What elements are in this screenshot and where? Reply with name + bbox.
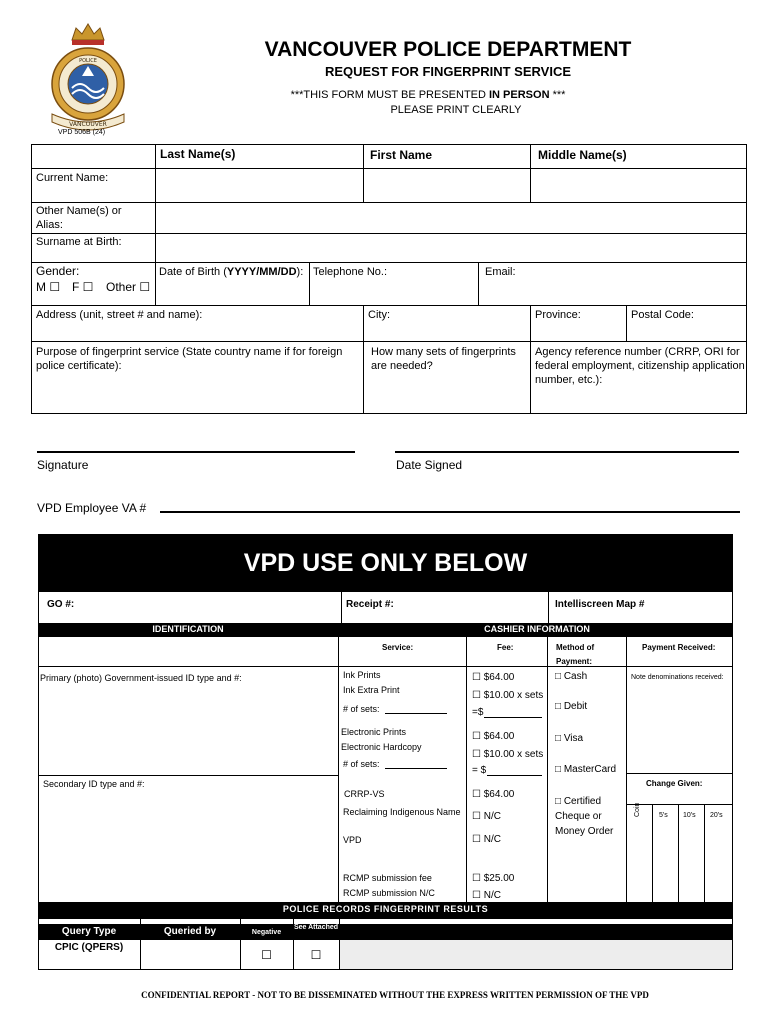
gender-other-checkbox[interactable]: Other ☐: [106, 280, 151, 294]
service-sets-field-2[interactable]: [385, 768, 447, 769]
receipt-number-field[interactable]: [400, 594, 545, 621]
purpose-label: Purpose of fingerprint service (State country name if for foreign police certificate):: [36, 346, 343, 372]
signature-line[interactable]: [37, 451, 355, 453]
service-header: Service:: [382, 643, 414, 652]
negative-checkbox[interactable]: ☐: [261, 948, 272, 962]
employee-va-line[interactable]: [160, 511, 740, 513]
service-crrp: CRRP-VS: [344, 789, 385, 799]
service-sets-label-2: # of sets:: [343, 759, 380, 769]
signature-label: Signature: [37, 458, 89, 472]
see-attached-checkbox[interactable]: ☐: [310, 948, 322, 962]
note-denominations: Note denominations received:: [631, 674, 724, 681]
change-given-label: Change Given:: [646, 779, 703, 788]
other-names-label: Other Name(s) or Alias:: [36, 205, 122, 231]
province-label: Province:: [535, 309, 581, 321]
results-heading: POLICE RECORDS FINGERPRINT RESULTS: [282, 904, 489, 914]
query-type-header: Query Type: [61, 926, 117, 937]
service-ink-extra: Ink Extra Print: [343, 685, 400, 695]
print-clearly-note: PLEASE PRINT CLEARLY: [390, 104, 522, 116]
denominations-field[interactable]: [628, 700, 732, 772]
surname-birth-field[interactable]: [157, 235, 746, 261]
fee-ink-total-field[interactable]: [484, 717, 542, 718]
confidential-footer: CONFIDENTIAL REPORT - NOT TO BE DISSEMINATED WITHOUT THE EXPRESS WRITTEN PERMISSION OF THE VPD: [141, 990, 649, 1000]
fee-electronic-64-checkbox[interactable]: ☐ $64.00: [472, 731, 515, 742]
fee-electronic-total-field[interactable]: [487, 775, 542, 776]
cpic-qpers-label: CPIC (QPERS): [54, 942, 124, 953]
gender-f-checkbox[interactable]: F ☐: [72, 280, 94, 294]
method-debit-checkbox[interactable]: □ Debit: [555, 701, 588, 712]
service-ink-prints: Ink Prints: [343, 670, 381, 680]
queried-by-header: Queried by: [163, 926, 217, 937]
method-visa-checkbox[interactable]: □ Visa: [555, 733, 584, 744]
date-signed-label: Date Signed: [396, 458, 463, 472]
fee-electronic-total: = $: [472, 765, 487, 776]
current-name-label: Current Name:: [36, 172, 109, 184]
svg-text:POLICE: POLICE: [79, 58, 97, 64]
coin-label: Coin: [634, 802, 641, 817]
method-cash-checkbox[interactable]: □ Cash: [555, 671, 588, 682]
city-label: City:: [368, 309, 390, 321]
payment-received-header: Payment Received:: [642, 643, 716, 652]
method-mastercard-checkbox[interactable]: □ MasterCard: [555, 764, 617, 775]
tens-label: 10's: [683, 812, 696, 819]
fee-ink-total: =$: [472, 707, 484, 718]
fee-ink-10-checkbox[interactable]: ☐ $10.00 x sets: [472, 690, 544, 701]
queried-by-field[interactable]: [142, 942, 238, 968]
date-signed-line[interactable]: [395, 451, 739, 453]
fee-rcmp-25-checkbox[interactable]: ☐ $25.00: [472, 873, 515, 884]
col-last-name: Last Name(s): [160, 147, 236, 161]
service-rcmp-fee: RCMP submission fee: [343, 873, 432, 883]
sets-needed-label: How many sets of fingerprints are needed?: [371, 346, 516, 372]
service-electronic-prints: Electronic Prints: [341, 727, 407, 737]
col-first-name: First Name: [370, 148, 433, 162]
go-number-field[interactable]: [80, 594, 338, 621]
telephone-label: Telephone No.:: [313, 266, 387, 278]
vpd-use-banner-text: VPD USE ONLY BELOW: [243, 549, 528, 577]
form-code: VPD 506B (24): [58, 129, 106, 136]
method-certified-checkbox[interactable]: □ Certified Cheque or Money Order: [555, 796, 614, 837]
service-sets-label-1: # of sets:: [343, 704, 380, 714]
service-reclaiming: Reclaiming Indigenous Name: [343, 807, 461, 817]
postal-code-field[interactable]: [628, 323, 746, 340]
svg-text:VANCOUVER: VANCOUVER: [69, 121, 107, 128]
receipt-number-label: Receipt #:: [346, 599, 394, 610]
secondary-id-label: Secondary ID type and #:: [43, 779, 145, 789]
gender-label: Gender:: [36, 264, 80, 278]
service-sets-field-1[interactable]: [385, 713, 447, 714]
sets-needed-field[interactable]: [365, 374, 529, 413]
province-field[interactable]: [532, 323, 625, 340]
fee-vpd-nc-checkbox[interactable]: ☐ N/C: [472, 834, 501, 845]
secondary-id-field[interactable]: [40, 794, 336, 900]
agency-reference-label: Agency reference number (CRRP, ORI for federal employment, citizenship application number, etc.):: [535, 346, 745, 386]
email-label: Email:: [485, 266, 516, 278]
agency-reference-field[interactable]: [532, 389, 746, 413]
fee-electronic-10-checkbox[interactable]: ☐ $10.00 x sets: [472, 749, 544, 760]
telephone-field[interactable]: [311, 282, 477, 304]
method-header: Method of Payment:: [556, 643, 595, 666]
current-first-name-field[interactable]: [365, 170, 529, 201]
fee-reclaiming-nc-checkbox[interactable]: ☐ N/C: [472, 811, 501, 822]
negative-header: Negative: [251, 929, 282, 936]
dob-field[interactable]: [157, 282, 308, 304]
postal-code-label: Postal Code:: [631, 309, 694, 321]
fee-crrp-64-checkbox[interactable]: ☐ $64.00: [472, 789, 515, 800]
see-attached-header: See Attached: [293, 924, 339, 931]
service-rcmp-nc: RCMP submission N/C: [343, 888, 435, 898]
go-number-label: GO #:: [47, 599, 75, 610]
fee-header: Fee:: [497, 643, 514, 652]
twenties-label: 20's: [710, 812, 723, 819]
primary-id-label: Primary (photo) Government-issued ID type and #:: [40, 673, 242, 683]
employee-va-label: VPD Employee VA #: [37, 501, 147, 515]
surname-birth-label: Surname at Birth:: [36, 236, 122, 248]
in-person-note: ***THIS FORM MUST BE PRESENTED IN PERSON ***: [290, 89, 566, 101]
fee-rcmp-nc-checkbox[interactable]: ☐ N/C: [472, 890, 501, 901]
fives-label: 5's: [659, 812, 668, 819]
address-label: Address (unit, street # and name):: [36, 309, 203, 321]
service-vpd: VPD: [343, 835, 362, 845]
cashier-heading: CASHIER INFORMATION: [484, 624, 590, 634]
email-field[interactable]: [480, 282, 746, 304]
primary-id-field[interactable]: [40, 688, 336, 773]
service-electronic-hardcopy: Electronic Hardcopy: [341, 742, 422, 752]
gender-m-checkbox[interactable]: M ☐: [36, 280, 61, 294]
current-middle-name-field[interactable]: [532, 170, 746, 201]
intelliscreen-field[interactable]: [650, 594, 730, 621]
identification-heading: IDENTIFICATION: [152, 624, 224, 634]
col-middle-name: Middle Name(s): [538, 148, 627, 162]
purpose-field[interactable]: [33, 374, 362, 413]
other-names-field[interactable]: [157, 204, 746, 232]
dob-label: Date of Birth (YYYY/MM/DD):: [159, 266, 304, 278]
intelliscreen-label: Intelliscreen Map #: [555, 599, 645, 610]
page-title: VANCOUVER POLICE DEPARTMENT: [264, 38, 632, 61]
city-field[interactable]: [365, 323, 529, 340]
current-last-name-field[interactable]: [157, 170, 362, 201]
address-field[interactable]: [33, 323, 362, 340]
page-subtitle: REQUEST FOR FINGERPRINT SERVICE: [324, 64, 572, 79]
fee-ink-64-checkbox[interactable]: ☐ $64.00: [472, 672, 515, 683]
